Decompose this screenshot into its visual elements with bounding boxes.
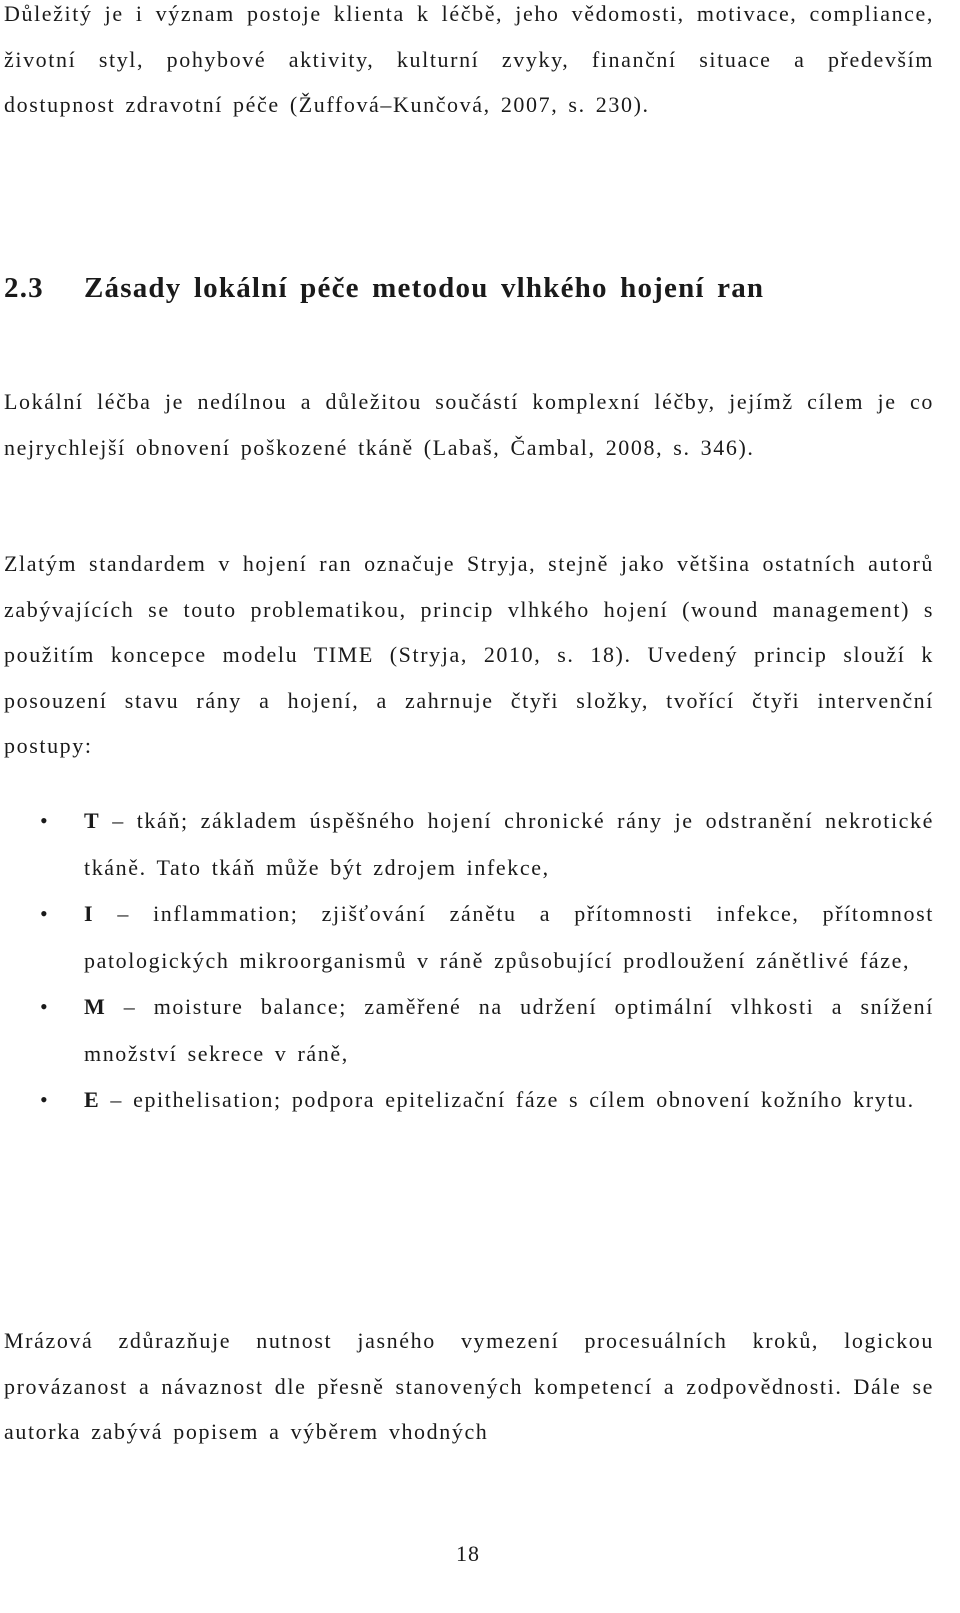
list-item-text: – epithelisation; podpora epitelizační fáze s cílem obnovení kožního krytu.: [110, 1087, 915, 1112]
page-number: 18: [456, 1541, 480, 1566]
section-heading: [4, 272, 764, 305]
bullet-icon: •: [40, 994, 50, 1019]
list-item: [0, 798, 934, 891]
list-item-text: – tkáň; základem úspěšného hojení chronické rány je odstranění nekrotické tkáně. Tato tkáň může být zdrojem infekce,: [84, 808, 934, 880]
section-title: Zásady lokální péče metodou vlhkého hojení ran: [84, 272, 765, 304]
bullet-icon: •: [40, 901, 50, 926]
list-item-key: E: [84, 1087, 101, 1112]
intro-paragraph: Důležitý je i význam postoje klienta k léčbě, jeho vědomosti, motivace, compliance, životní styl, pohybové aktivity, kulturní zvyky, finanční situace a především dostupnost zdravotní péče (Žuffová–Kunčová, 2007, s. 230).: [4, 1, 934, 117]
paragraph-time-model: Zlatým standardem v hojení ran označuje Stryja, stejně jako většina ostatních autorů zabývajících se touto problematikou, princip vlhkého hojení (wound management) s použitím koncepce modelu TIME (Stryja, 2010, s. 18). Uvedený princip slouží k posouzení stavu rány a hojení, a zahrnuje čtyři složky, tvořící čtyři intervenční postupy:: [4, 551, 934, 758]
list-item: [0, 891, 934, 984]
paragraph-mrazova: Mrázová zdůrazňuje nutnost jasného vymezení procesuálních kroků, logickou provázanost a návaznost dle přesně stanovených kompetencí a zodpovědnosti. Dále se autorka zabývá popisem a výběrem vhodných: [4, 1328, 934, 1444]
list-item: [0, 1077, 934, 1124]
section-number: 2.3: [4, 272, 44, 304]
bullet-icon: •: [40, 1087, 50, 1112]
list-item-text: – moisture balance; zaměřené na udržení optimální vlhkosti a snížení množství sekrece v ráně,: [84, 994, 934, 1066]
paragraph-local-care: Lokální léčba je nedílnou a důležitou součástí komplexní léčby, jejímž cílem je co nejrychlejší obnovení poškozené tkáně (Labaš, Čambal, 2008, s. 346).: [4, 389, 934, 460]
list-item-text: – inflammation; zjišťování zánětu a přítomnosti infekce, přítomnost patologických mikroorganismů v ráně způsobující prodloužení zánětlivé fáze,: [84, 901, 935, 973]
list-item-key: T: [84, 808, 101, 833]
list-item-key: I: [84, 901, 95, 926]
list-item-key: M: [84, 994, 107, 1019]
time-list: [0, 798, 940, 1124]
bullet-icon: •: [40, 808, 50, 833]
list-item: [0, 984, 934, 1077]
